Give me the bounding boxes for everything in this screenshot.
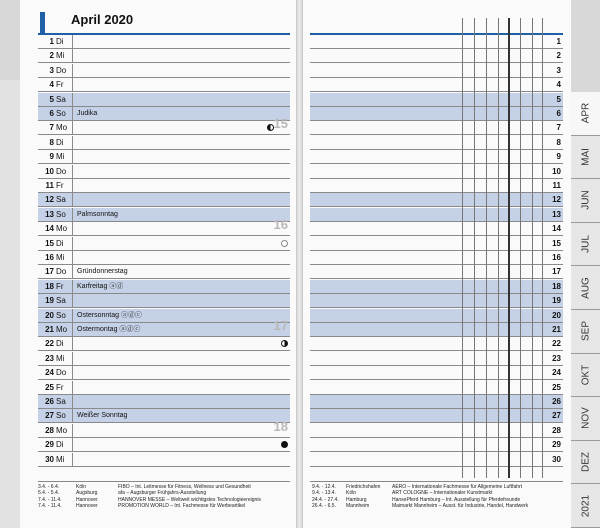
day-number: 26	[45, 397, 54, 406]
event-city: Köln	[346, 490, 357, 497]
event-text: FIBO – Int. Leitmesse für Fitness, Wellness und Gesundheit	[118, 484, 251, 490]
row-divider	[72, 424, 73, 438]
day-row	[38, 49, 290, 63]
month-tab-label: SEP	[580, 321, 591, 342]
day-number: 15	[45, 238, 54, 248]
left-footer-rule	[38, 481, 290, 482]
day-number-right: 2	[556, 51, 561, 61]
day-number-right: 20	[552, 310, 561, 320]
day-number: 7	[49, 123, 54, 133]
day-number-right: 12	[552, 195, 561, 205]
weekday-label: Do	[56, 65, 67, 75]
month-tab-label: DEZ	[580, 452, 591, 473]
month-flag	[40, 12, 45, 34]
right-grid	[462, 18, 546, 478]
day-number-right: 24	[552, 368, 561, 378]
right-footer-rule	[310, 481, 563, 482]
weekday-label: Sa	[56, 397, 66, 406]
book-spine	[296, 0, 303, 528]
weekday-label: Mi	[56, 253, 65, 262]
day-number-right: 28	[552, 425, 561, 435]
grid-line	[520, 18, 521, 478]
month-tab-label: APR	[580, 103, 591, 124]
month-tab-sep[interactable]	[571, 310, 600, 354]
event-city: Hannover	[76, 496, 98, 503]
day-number: 23	[45, 353, 54, 363]
day-number: 14	[45, 224, 54, 234]
weekday-label: Mi	[56, 454, 65, 464]
row-divider	[72, 179, 73, 193]
event-date: 7.4. - 11.4.	[38, 502, 62, 509]
event-date: 9.4. - 13.4.	[312, 490, 336, 497]
day-number: 5	[49, 94, 54, 104]
moon-phase-icon	[281, 441, 288, 448]
day-number: 4	[49, 80, 54, 90]
month-tab-label: OKT	[580, 364, 591, 386]
row-divider	[72, 265, 73, 279]
row-divider	[72, 222, 73, 236]
event-date: 26.4. - 6.5.	[312, 502, 336, 509]
row-divider	[72, 438, 73, 452]
day-number-right: 27	[552, 411, 561, 421]
grid-line	[532, 18, 533, 478]
day-number: 12	[45, 195, 54, 205]
day-event: Ostersonntag ⓐⓓⓒ	[77, 311, 142, 319]
day-row	[38, 107, 290, 121]
weekday-label: So	[56, 109, 66, 118]
event-city: Köln	[76, 484, 87, 490]
month-tab-aug[interactable]	[571, 266, 600, 310]
day-row	[38, 265, 290, 279]
day-row	[38, 318, 290, 337]
grid-line	[486, 18, 487, 478]
event-text: Maimarkt Mannheim – Ausst. für Industrie, Handel, Handwerk	[392, 502, 529, 509]
day-number: 3	[49, 65, 54, 75]
footer-event-line	[312, 503, 568, 509]
day-number-right: 14	[552, 224, 561, 234]
grid-line	[474, 18, 475, 478]
day-number: 16	[45, 253, 54, 262]
footer-event-line	[38, 503, 294, 509]
day-number-right: 5	[556, 94, 561, 104]
day-event: Palmsonntag	[77, 210, 118, 218]
day-number-right: 17	[552, 267, 561, 277]
weekday-label: Di	[56, 37, 64, 46]
row-divider	[72, 323, 73, 337]
day-row	[38, 294, 290, 308]
day-row	[38, 165, 290, 179]
day-row	[38, 136, 290, 150]
row-divider	[72, 381, 73, 395]
page-title: April 2020	[71, 12, 134, 27]
day-number-right: 6	[556, 109, 561, 118]
weekday-label: Mi	[56, 51, 65, 61]
month-tab-mai[interactable]	[571, 136, 600, 180]
month-tab-dez[interactable]	[571, 441, 600, 485]
row-divider	[72, 409, 73, 423]
moon-phase-icon	[281, 240, 288, 247]
day-number-right: 10	[552, 166, 561, 176]
day-number: 6	[49, 109, 54, 118]
row-divider	[72, 395, 73, 409]
day-number-right: 9	[556, 152, 561, 162]
left-edge-tab	[0, 80, 21, 528]
weekday-label: Mo	[56, 325, 68, 334]
day-row	[38, 93, 290, 107]
day-number-right: 3	[556, 65, 561, 75]
day-number-right: 1	[556, 37, 561, 46]
day-row	[38, 280, 290, 294]
day-number-right: 4	[556, 80, 561, 90]
day-number-right: 11	[552, 181, 561, 190]
day-number: 25	[45, 382, 54, 392]
weekday-label: Fr	[56, 281, 64, 291]
day-row	[38, 438, 290, 452]
month-tab-label: JUL	[580, 235, 591, 253]
day-number: 9	[49, 152, 54, 162]
weekday-label: Sa	[56, 296, 66, 306]
day-number: 21	[45, 325, 54, 334]
event-text: HansePferd Hamburg – Int. Ausstellung für Pferdefreunde	[392, 496, 521, 503]
grid-line	[508, 18, 510, 478]
day-row	[38, 217, 290, 236]
row-divider	[72, 93, 73, 107]
day-row	[38, 237, 290, 251]
row-divider	[72, 193, 73, 207]
day-number: 19	[45, 296, 54, 306]
weekday-label: Do	[56, 267, 67, 277]
day-event: Weißer Sonntag	[77, 412, 128, 420]
weekday-label: Mi	[56, 152, 65, 162]
day-row	[38, 418, 290, 438]
row-divider	[72, 49, 73, 63]
day-number-right: 8	[556, 137, 561, 147]
event-date: 3.4. - 6.4.	[38, 484, 60, 490]
week-number: 16	[273, 217, 288, 233]
week-number: 17	[273, 318, 288, 333]
weekday-label: Mo	[56, 224, 68, 234]
weekday-label: Fr	[56, 80, 64, 90]
month-tab-apr[interactable]	[571, 92, 600, 136]
day-number: 29	[45, 440, 54, 450]
event-city: Augsburg	[76, 490, 98, 497]
day-row	[38, 208, 290, 222]
month-tab-label: 2021	[580, 494, 591, 517]
day-number: 11	[45, 181, 54, 190]
weekday-label: Do	[56, 166, 67, 176]
row-divider	[72, 366, 73, 380]
day-row	[38, 150, 290, 164]
row-divider	[72, 352, 73, 366]
day-number-right: 13	[552, 209, 561, 219]
row-divider	[72, 35, 73, 49]
weekday-label: So	[56, 411, 66, 421]
grid-line	[542, 18, 543, 478]
row-divider	[72, 337, 73, 351]
row-divider	[72, 453, 73, 467]
day-number: 24	[45, 368, 54, 378]
day-event: Ostermontag ⓐⓓⓒ	[77, 326, 141, 333]
row-divider	[72, 280, 73, 294]
day-number-right: 16	[552, 253, 561, 262]
weekday-label: Mi	[56, 353, 65, 363]
weekday-label: Sa	[56, 195, 66, 205]
month-tab-jul[interactable]	[571, 223, 600, 267]
month-tab-jun[interactable]	[571, 179, 600, 223]
weekday-label: Fr	[56, 382, 64, 392]
row-divider	[72, 165, 73, 179]
day-row	[38, 64, 290, 78]
event-date: 9.4. - 12.4.	[312, 484, 336, 490]
day-row	[38, 381, 290, 395]
day-row	[38, 35, 290, 49]
day-number: 8	[49, 137, 54, 147]
day-event: Judika	[77, 110, 98, 117]
weekday-label: Di	[56, 339, 64, 349]
event-city: Friedrichshafen	[346, 484, 381, 490]
event-text: ART COLOGNE – Internationaler Kunstmarkt	[392, 490, 493, 497]
day-row	[38, 352, 290, 366]
day-number: 30	[45, 454, 54, 464]
day-number: 22	[45, 339, 54, 349]
event-text: PROMOTION WORLD – Int. Fachmesse für Werbeartikel	[118, 502, 246, 509]
weekday-label: Di	[56, 137, 64, 147]
row-divider	[72, 136, 73, 150]
weekday-label: So	[56, 310, 66, 320]
weekday-label: Di	[56, 440, 64, 450]
day-number-right: 15	[552, 238, 561, 248]
month-tab-nov[interactable]	[571, 397, 600, 441]
week-number: 18	[273, 418, 288, 434]
day-row	[38, 409, 290, 423]
day-row	[38, 179, 290, 193]
event-date: 24.4. - 27.4.	[312, 496, 339, 503]
day-event: Karfreitag ⓐⓓ	[77, 282, 124, 290]
event-date: 7.4. - 11.4.	[38, 496, 62, 503]
row-divider	[72, 64, 73, 78]
week-number: 15	[273, 116, 288, 132]
weekday-label: Mo	[56, 425, 68, 435]
event-city: Mannheim	[346, 502, 370, 509]
day-row	[38, 395, 290, 409]
event-date: 5.4. - 5.4.	[38, 490, 60, 497]
month-tab-2021[interactable]	[571, 484, 600, 528]
weekday-label: Di	[56, 238, 64, 248]
right-footer-events	[312, 484, 568, 509]
row-divider	[72, 78, 73, 92]
day-number: 10	[45, 166, 54, 176]
day-number: 28	[45, 425, 54, 435]
month-tab-okt[interactable]	[571, 354, 600, 398]
day-row	[38, 251, 290, 265]
day-row	[38, 453, 290, 467]
day-event: Gründonnerstag	[77, 268, 128, 276]
day-number-right: 29	[552, 440, 561, 450]
day-row	[38, 337, 290, 351]
day-row	[38, 78, 290, 92]
day-number: 27	[45, 411, 54, 421]
weekday-label: So	[56, 209, 66, 219]
day-number: 20	[45, 310, 54, 320]
day-number: 17	[45, 267, 54, 277]
grid-line	[462, 18, 463, 478]
day-number-right: 18	[552, 281, 561, 291]
event-text: afa – Augsburger Frühjahrs-Ausstellung	[118, 490, 207, 497]
day-number: 13	[45, 209, 54, 219]
weekday-label: Fr	[56, 181, 64, 190]
weekday-label: Mo	[56, 123, 68, 133]
day-number-right: 25	[552, 382, 561, 392]
day-row	[38, 309, 290, 323]
day-number-right: 23	[552, 353, 561, 363]
day-number-right: 7	[556, 123, 561, 133]
month-tab-label: NOV	[580, 407, 591, 430]
row-divider	[72, 294, 73, 308]
row-divider	[72, 237, 73, 251]
left-footer-events	[38, 484, 294, 509]
event-text: AERO – Internationale Fachmesse für Allgemeine Luftfahrt	[392, 484, 523, 490]
row-divider	[72, 150, 73, 164]
row-divider	[72, 121, 73, 135]
row-divider	[72, 208, 73, 222]
day-number-right: 21	[552, 325, 561, 334]
day-number-right: 19	[552, 296, 561, 306]
moon-phase-icon	[281, 340, 288, 347]
month-tab-label: JUN	[580, 190, 591, 211]
row-divider	[72, 107, 73, 121]
month-tab-label: MAI	[580, 148, 591, 166]
row-divider	[72, 309, 73, 323]
weekday-label: Sa	[56, 94, 66, 104]
grid-line	[498, 18, 499, 478]
event-text: HANNOVER MESSE – Weltweit wichtigstes Technologieereignis	[118, 496, 261, 503]
weekday-label: Do	[56, 368, 67, 378]
day-row	[38, 116, 290, 135]
day-row	[38, 366, 290, 380]
row-divider	[72, 251, 73, 265]
day-number: 18	[45, 281, 54, 291]
event-city: Hamburg	[346, 496, 367, 503]
day-number-right: 22	[552, 339, 561, 349]
day-number-right: 30	[552, 454, 561, 464]
day-number: 1	[49, 37, 54, 46]
day-number: 2	[49, 51, 54, 61]
day-number-right: 26	[552, 397, 561, 406]
event-city: Hannover	[76, 502, 98, 509]
month-tab-label: AUG	[580, 276, 591, 299]
day-row	[38, 193, 290, 207]
